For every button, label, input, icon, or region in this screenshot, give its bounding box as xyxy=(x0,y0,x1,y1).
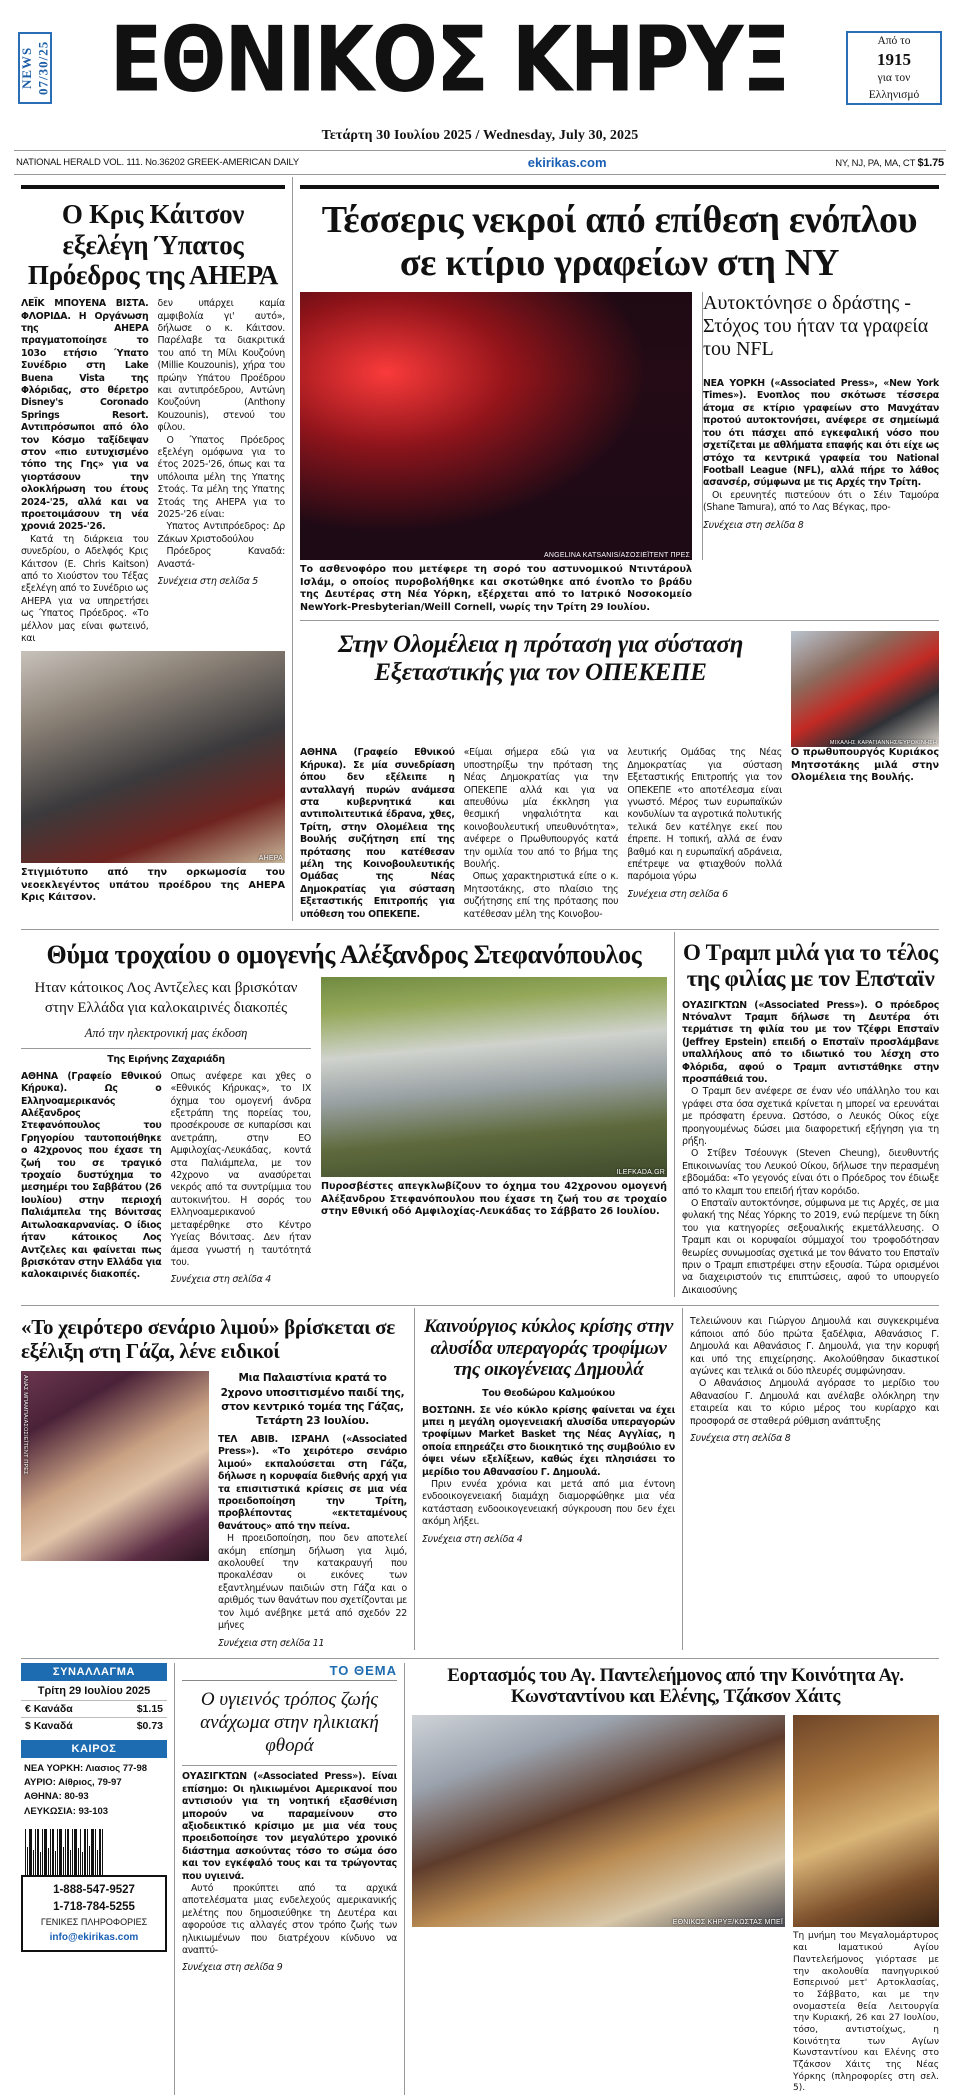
since-badge xyxy=(846,31,942,105)
shooting-sp2: Οι ερευνητές πιστεύουν ότι ο Σέιν Ταμούρα (Shane Tamura), από το Λας Βέγκας, προ- xyxy=(703,489,939,514)
opekepe-p3: Οπως χαρακτηριστικά είπε ο κ. Μητσοτάκης, στο πλαίσιο της συζήτησης επί της πρότασης που κατέθεσαν μέλη της Κοινοβου- xyxy=(463,871,619,920)
contact-box xyxy=(21,1875,167,1952)
shooting-photo-credit: ANGELINA KATSANIS/ΑΣΟΣΙΕΪΤΕΝΤ ΠΡΕΣ xyxy=(544,552,690,560)
phone-primary[interactable]: 1-888-547-9527 xyxy=(53,1883,135,1896)
trump-p2: Ο Τραμπ δεν ανέφερε σε έναν νέο υπάλληλο του και γράφει στα όσα σχετικά κρίνεται η μπορεί να ερευνάται με πρόσφατη έρευνα. Ωστόσο, ο Λευκός Οίκος είχε προηγουμένως δώσει μια διαφορετική εξήγηση για τη ρήξη. xyxy=(682,1086,939,1148)
stef-p2: Οπως ανέφερε και χθες ο «Εθνικός Κήρυκας», το IX όχημα του ομογενή άνδρα εξετράπη της πορείας του, προσέκρουσε σε κυπαρίσσι και ανετράπη, στην ΕΟ Αμφιλοχίας-Λευκάδας, κοντά στα Παλιάμπελα, με τον 42χρονο να ανασύρεται νεκρός από τα συντρίμμια του αυτοκινήτου. Η σορός του Ελληνοαμερικανού μεταφέρθηκε στο Κέντρο Υγείας Βόνιτσας. Δεν ήταν άμεσα γνωστή η ταυτότητά του. xyxy=(170,1070,311,1268)
price-states: NY, NJ, PA, MA, CT xyxy=(835,157,918,169)
since-for-label: για τον xyxy=(877,72,911,85)
shooting-upper xyxy=(300,292,939,560)
opekepe-p1: ΑΘΗΝΑ (Γραφείο Εθνικού Κήρυκα). Σε μία συνεδρίαση όπου δεν εξέλειπε η ανταλλαγή πυρών ανάμεσα στα κυβερνητικά και αντιπολιτευτικά έδρανα, χθες, Τρίτη, στην Ολομέλεια της Βουλής συζήτηση επί της πρότασης που κατέθεσαν μέλη της Κοινοβουλευτικής Ομάδας της Νέας Δημοκρατίας για σύσταση Εξεταστικής Επιτροπής για υπόθεση του ΟΠΕΚΕΠΕ. xyxy=(300,747,455,920)
article-opekepe xyxy=(300,621,939,921)
stef-jump[interactable]: Συνέχεια στη σελίδα 4 xyxy=(170,1274,271,1286)
gaza-photo xyxy=(21,1371,209,1561)
article-stefanopoulos xyxy=(14,932,674,1297)
fx-row xyxy=(21,1700,167,1717)
weather-row: ΑΘΗΝΑ: 80-93 xyxy=(24,1791,89,1803)
opekepe-p4: λευτικής Ομάδας της Νέας Δημοκρατίας για σύσταση Εξεταστικής Επιτροπής για τον ΟΠΕΚΕΠΕ «το αποτέλεσμα είναι γνωστό. Μέρος των ευρωπαϊκών κονδυλίων τα αγροτικά πολυτικής τελικά δεν κατέληγε εκεί που έπρεπε. Η τοπική, αλλά σε έναν βαθμό και η ευρωπαϊκή αδράνεια, επέτρεψε να φτιαχθούν πολλά παρόμοια γύρω xyxy=(627,747,783,883)
food-body xyxy=(422,1405,675,1546)
theme-box xyxy=(174,1663,404,2095)
stefanopoulos-caption: Πυροσβέστες απεγκλωβίζουν το όχημα του 42χρονου ομογενή Αλέξανδρου Στεφανόπουλου που έχασε τη ζωή του σε τροχαίο στην Εθνική οδό Αμφιλοχίας-Λευκάδας το Σάββατο 26 Ιουλίου. xyxy=(321,1181,667,1218)
since-year-label: 1915 xyxy=(877,49,911,69)
ahepa-jump[interactable]: Συνέχεια στη σελίδα 5 xyxy=(157,576,258,588)
fx-currency: $ Καναδά xyxy=(25,1719,73,1732)
gaza-photo-caption: Μια Παλαιστίνια κρατά το 2χρονο υποσιτισμένο παιδί της, στον κεντρικό τομέα της Γάζας, Τετάρτη 23 Ιουλίου. xyxy=(220,1372,405,1427)
shooting-photo xyxy=(300,292,692,560)
opekepe-caption: Ο πρωθυπουργός Κυριάκος Μητσοτάκης μιλά στην Ολομέλεια της Βουλής. xyxy=(791,747,940,784)
contact-email[interactable]: info@ekirikas.com xyxy=(49,1931,139,1943)
stefanopoulos-photo-credit: ILEFKADA.GR xyxy=(616,1169,665,1177)
theme-title: Ο υγιεινός τρόπος ζωής ανάχωμα στην ηλικιακή φθορά xyxy=(200,1688,379,1756)
info-bar xyxy=(14,150,946,175)
food-headline: Καινούργιος κύκλος κρίσης στην αλυσίδα υπεραγοράς τροφίμων της οικογένειας Δημουλά xyxy=(424,1316,673,1380)
theme-body xyxy=(182,1771,397,1975)
ahepa-photo xyxy=(21,651,285,863)
ahepa-body xyxy=(21,298,285,645)
shooting-sp1: ΝΕΑ ΥΟΡΚΗ («Associated Press», «New York Times»). Ενοπλος που σκότωσε τέσσερα άτομα σε κτίριο γραφείων στο Μανχάταν προτού αυτοκτονήσει, ανέφερε σε σημείωμά του ότι πάσχει από εγκεφαλική νόσο που σχετίζεται με αθλήματα επαφής και ότι είχε ως στόχο τα κεντρικά γραφεία του National Football League (NFL), αλλά πήρε το λάθος ασανσέρ, σύμφωνα με τις Αρχές την Τρίτη. xyxy=(703,378,939,489)
stefanopoulos-headline: Θύμα τροχαίου ο ομογενής Αλέξανδρος Στεφανόπουλος xyxy=(46,940,642,970)
gaza-body xyxy=(218,1434,407,1650)
ahepa-photo-credit: ΑΗΕΡΑ xyxy=(258,855,283,863)
weather-row: ΝΕΑ ΥΟΡΚΗ: Λιασιος 77-98 xyxy=(24,1762,148,1774)
ahepa-p2: Κατά τη διάρκεια του συνεδρίου, ο Αδελφός Κρις Κάιτσον (Ε. Chris Kaitson) από το Χιούστον του Τέξας εξελέγη από το Συνέδριο ως ΑΗΕΡΑ για να υπηρετήσει ως Ύπατος Πρόεδρος. «Το μέλλον μας είναι φωτεινό, και xyxy=(21,533,149,645)
theme-p1: ΟΥΑΣΙΓΚΤΩΝ («Associated Press»). Είναι επίσημο: Οι ηλικιωμένοι Αμερικανοί που αντισιούν για τη νοητική εξασθένιση μπορούν να παραμείνουν στο αξιοδεικτικό κρίσιμο με μια νέα τους προειδοποίησε τον μεγαλύτερο χρονικό διάστημα ασκούντας τόσο το σώμα όσο και τον εγκέφαλό τους και τα τρώγοντας που υγιεινά. xyxy=(182,1771,397,1882)
trump-p1: ΟΥΑΣΙΓΚΤΩΝ («Associated Press»). Ο πρόεδρος Ντόναλντ Τραμπ δήλωσε τη Δευτέρα ότι τερμάτισε τη φιλία του με τον Τζέφρι Επσταϊν (Jeffrey Epstein) επειδή ο Επσταϊν προσλάμβανε υπαλλήλους από το ιδιωτικό του λέσχη στο Φλόριδα, αφού ο Τραμπ αντιστάθηκε στην προσπάθειά του. xyxy=(682,999,939,1085)
gaza-p1: ΤΕΛ ΑΒΙΒ. ΙΣΡΑΗΛ («Associated Press»). «Το χειρότερο σενάριο λιμού» εκπαλούσεται στη Γάζα, δήλωσε η κορυφαία διεθνής αρχή για τα επισιτιστικά κρίσεις σε μια νέα προειδοποίηση την Τρίτη, προβλέποντας «εκτεταμένους θανάτους» από την πείνα. xyxy=(218,1434,407,1532)
shooting-side xyxy=(702,292,939,560)
fx-value: $0.73 xyxy=(136,1719,163,1732)
article-market-basket xyxy=(414,1308,682,1650)
ahepa-p1: ΛΕΪΚ ΜΠΟΥΕΝΑ ΒΙΣΤΑ. ΦΛΟΡΙΔΑ. Η Οργάνωση της ΑΗΕΡΑ πραγματοποίησε το 103ο ετήσιο Ύπατο Συνέδριο στη Lake Buena Vista της Φλόριδας, στο θέρετρο Disney's Coronado Springs Resort. Αντιπρόσωποι από όλο τον Κόσμο ταξίδεψαν στον «πιο ευτυχισμένο τόπο της Γης» για να γιορτάσουν την ολοκλήρωση του έτους 2024-'25, αλλά και να προετοιμάσουν τη νέα χρονιά 2025-'26. xyxy=(21,298,149,533)
food-p1: ΒΟΣΤΩΝΗ. Σε νέο κύκλο κρίσης φαίνεται να έχει μπει η μεγάλη ομογενειακή αλυσίδα υπεραγορών τροφίμων Market Basket της Νέας Αγγλίας, η οποία επηρεάζει στο διοικητικό της συμβούλιο εν όψει νέων εξελίξεων, καθώς έχει πλησιάσει το μερίδιο του Αθανασίου Γ. Δημουλά. xyxy=(422,1404,675,1478)
ahepa-p6: Πρόεδρος Καναδά: Αναστά- xyxy=(157,546,285,570)
opekepe-photo xyxy=(791,631,939,747)
trump-p3: Ο Στίβεν Τσέουνγκ (Steven Cheung), διευθυντής Επικοινωνίας του Λευκού Οίκου, δήλωσε την περασμένη εβδομάδα: «Το γεγονός είναι ότι ο Πρόεδρος τον έδιωξε από το κλαμπ του επειδή ήταν κορόιδο. xyxy=(682,1148,939,1197)
news-date-badge-label: NEWS 07/30/25 xyxy=(18,41,50,96)
stefanopoulos-photo xyxy=(321,977,667,1177)
fx-header: ΣΥΝΑΛΛΑΓΜΑ xyxy=(21,1663,167,1681)
barcode xyxy=(21,1823,167,1875)
website-link[interactable]: ekirikas.com xyxy=(527,155,607,171)
opekepe-p2: «Είμαι σήμερα εδώ για να υποστηρίξω την πρόταση της Νέας Δημοκρατίας για την ΟΠΕΚΕΠΕ αλλά και για να απευθύνω μία έκκληση για θεσμική νηφαλιότητα και κοινοβουλευτική υπευθυνότητα», ανέφερε ο Πρωθυπουργός κατά την ομιλία του από το βήμα της Βουλής. xyxy=(463,747,619,871)
stef-p1: ΑΘΗΝΑ (Γραφείο Εθνικού Κήρυκα). Ως ο Ελληνοαμερικανός Αλέξανδρος Στεφανόπουλος του Γρηγορίου ταυτοποιήθηκε ο 42χρονος που έχασε τη ζωή του σε τραγικό τροχαίο δυστύχημα το μεσημέρι του Σαββάτου (26 Ιουλίου) στην περιοχή Παλιάμπελα της Βόνιτσας Αιτωλοακαρνανίας. Ο ίδιος ήταν κάτοικος Λος Αντζελες και φαίνεται πως βρισκόταν στην Ελλάδα για καλοκαιρινές διακοπές. xyxy=(21,1070,162,1281)
trump-cont-body xyxy=(690,1316,939,1445)
service-box xyxy=(14,1663,174,2095)
page-title: ΕΘΝΙΚΟΣ ΚΗΡΥΞ xyxy=(109,6,789,112)
article-ahepa xyxy=(14,177,292,921)
fx-value: $1.15 xyxy=(136,1702,163,1715)
ahepa-p4: Ο Ύπατος Πρόεδρος εξελέγη ομόφωνα για το έτος 2025-'26, όπως και τα υπόλοιπα μέλη της Υπατης Στοάς. Τα μέλη της Υπατης Στοάς της ΑΗΕΡΑ για το 2025-'26 είναι: xyxy=(157,434,285,520)
stefanopoulos-author: Της Ειρήνης Ζαχαριάδη xyxy=(107,1054,225,1066)
opekepe-photo-credit: ΜΙΧΑΛΗΣ ΚΑΡΑΓΙΑΝΝΗΣ/ΕΥΡΟΚΙΝΗΣΗ xyxy=(829,740,937,747)
theme-header: ΤΟ ΘΕΜΑ xyxy=(182,1663,397,1681)
weather-header: ΚΑΙΡΟΣ xyxy=(21,1740,167,1758)
shooting-headline: Τέσσερις νεκροί από επίθεση ενόπλου σε κτίριο γραφείων στη ΝΥ xyxy=(321,199,918,284)
trump-p4: Ο Επσταϊν αυτοκτόνησε, σύμφωνα με τις Αρχές, σε μια φυλακή της Νέας Υόρκης το 2019, ενώ περίμενε τη δίκη του για κατηγορίες σεξουαλικής εκμετάλλευσης. Ο Τραμπ και οι κορυφαίοι σύμμαχοί του τροφοδότησαν θεωρίες συνωμοσίας σχετικά με τον θάνατο του Επσταϊν πριν ο Τραμπ επιστρέψει στην εξουσία. Τώρα ορισμένοι να διαχειριστούν τις επιπτώσεις, αφού το υπουργείο Δικαιοσύνης xyxy=(682,1198,940,1296)
trump-jump[interactable]: Συνέχεια στη σελίδα 8 xyxy=(690,1432,791,1444)
volume-info: NATIONAL HERALD VOL. 111. No.36202 GREEK-AMERICAN DAILY xyxy=(16,157,300,169)
shooting-caption: Το ασθενοφόρο που μετέφερε τη σορό του αστυνομικού Ντιντάρουλ Ισλάμ, ο οποίος πυροβολήθηκε και σκοτώθηκε από ένοπλο το βράδυ της Δευτέρας στη Νέα Υόρκη, εξέρχεται από το Ιατρικό Νοσοκομείο NewYork-Presbyterian/Weill Cornell, νωρίς την Τρίτη 29 Ιουλίου. xyxy=(300,564,692,613)
since-what-label: Ελληνισμό xyxy=(868,88,920,101)
opekepe-jump[interactable]: Συνέχεια στη σελίδα 6 xyxy=(627,888,728,900)
band-top xyxy=(14,177,946,921)
fx-date: Τρίτη 29 Ιουλίου 2025 xyxy=(37,1684,151,1697)
ahepa-p3: δεν υπάρχει καμία αμφιβολία γι' αυτό», δήλωσε ο κ. Κάιτσον. Παρέλαβε τα διακριτικά του από τη Μίλι Κουζούνη (Millie Kouzounis), χήρα του πρώην Υπάτου Προέδρου και αντιπρόεδρου, Αντώνη Κουζούνη (Anthony Kouzounis), στενού του φίλου. xyxy=(157,298,285,434)
band-middle xyxy=(14,932,946,1297)
gaza-photo-credit: ΑΝΑΣ ΜΠΑΜΠΑ/ΑΣΟΣΙΕΪΤΕΝΤ ΠΡΕΣ xyxy=(22,1375,28,1476)
article-trump-cont xyxy=(682,1308,946,1650)
phone-secondary[interactable]: 1-718-784-5255 xyxy=(53,1901,135,1914)
ahepa-caption: Στιγμιότυπο από την ορκωμοσία του νεοεκλεγέντος υπάτου προέδρου της ΑΗΕΡΑ Κρις Κάιτσον. xyxy=(21,867,285,904)
church-feature xyxy=(404,1663,946,2095)
trump-body xyxy=(682,1000,939,1298)
article-nyc-shooting xyxy=(292,177,946,921)
ahepa-headline: Ο Κρις Κάιτσον εξελέγη Ύπατος Πρόεδρος της ΑΗΕΡΑ xyxy=(27,199,279,290)
gaza-jump[interactable]: Συνέχεια στη σελίδα 11 xyxy=(218,1637,325,1649)
stefanopoulos-byline: Από την ηλεκτρονική μας έκδοση xyxy=(84,1026,248,1041)
shooting-caption-row xyxy=(300,560,939,614)
opekepe-body xyxy=(300,747,939,921)
weather-row: ΑΥΡΙΟ: Αίθριος, 79-97 xyxy=(24,1777,122,1789)
opekepe-headline: Στην Ολομέλεια η πρόταση για σύσταση Εξεταστικής για τον ΟΠΕΚΕΠΕ xyxy=(338,631,743,687)
contact-label: ΓΕΝΙΚΕΣ ΠΛΗΡΟΦΟΡΙΕΣ xyxy=(40,1917,148,1928)
article-trump xyxy=(674,932,946,1297)
trump-headline: Ο Τραμπ μιλά για το τέλος της φιλίας με τον Επσταϊν xyxy=(683,940,938,991)
weather-row: ΛΕΥΚΩΣΙΑ: 93-103 xyxy=(24,1805,109,1817)
masthead xyxy=(14,0,946,118)
trump-cp2: Ο Αθανάσιος Δημουλά αγόρασε το μερίδιο του Αθανασίου Γ. Δημουλά και ανέλαβε ολόκληρη την εταιρεία και το κύριο μέρος του κυρίαρχο και προσφορά σε σταθερά ρύθμιση ανάπτυξης xyxy=(690,1378,939,1427)
trump-cp1: Τελειώνουν και Γιώργου Δημουλά και συγκεκριμένα κάποιοι από δύο πρώτα ξαδέλφια, Αθανάσιος Γ. Δημουλά και Αθανάσιος Γ. Δημουλά, για την κορυφή και υπό της επιχείρησης. Ακολούθησαν δικαστικοί αγώνες και τελικά οι δύο πλευρές συμφώνησαν. xyxy=(690,1316,939,1377)
church-icon-photo xyxy=(793,1715,939,1927)
band-footer xyxy=(14,1663,946,2095)
price-info xyxy=(835,157,944,169)
food-jump[interactable]: Συνέχεια στη σελίδα 4 xyxy=(422,1533,523,1545)
church-photo-credit: ΕΘΝΙΚΟΣ ΚΗΡΥΞ/ΚΩΣΤΑΣ ΜΠΕΪ xyxy=(672,1919,783,1927)
band-lower xyxy=(14,1308,946,1650)
theme-p2: Αυτό προκύπτει από τα αρχικά αποτελέσματα μιας ενδελεχούς αμερικανικής μελέτης που δημοσιεύθηκε τη Δευτέρα και αφορούσε τις αλλαγές στον τρόπο ζωής των ηλικιωμένων που διατρέχουν κίνδυνο να αναπτύ- xyxy=(182,1882,397,1956)
shooting-side-body xyxy=(703,378,939,532)
masthead-center xyxy=(52,6,846,114)
issue-date: Τετάρτη 30 Ιουλίου 2025 / Wednesday, July 30, 2025 xyxy=(321,128,639,144)
gaza-headline: «Το χειρότερο σενάριο λιμού» βρίσκεται σε εξέλιξη στη Γάζα, λένε ειδικοί xyxy=(21,1315,395,1363)
food-author: Του Θεοδώρου Καλμούκου xyxy=(482,1388,615,1400)
weather-list xyxy=(21,1758,167,1823)
stefanopoulos-deck: Ηταν κάτοικος Λος Αντζελες και βρισκόταν στην Ελλάδα για καλοκαιρινές διακοπές xyxy=(34,980,298,1016)
shooting-jump[interactable]: Συνέχεια στη σελίδα 8 xyxy=(703,519,804,531)
ahepa-p5: Υπατος Αντιπρόεδρος: Δρ Ζάκων Χριστοδούλου xyxy=(157,521,285,545)
church-photo xyxy=(412,1715,785,1927)
fx-row xyxy=(21,1717,167,1734)
food-p2: Πριν εννέα χρόνια και μετά από μια έντονη ενδοοικογενειακή διαμάχη διαμορφώθηκε μια νέα κατάσταση ενδοοικογενειακή σύγκρουση που δεν έχει ακόμη λήξει. xyxy=(422,1478,675,1528)
church-headline: Εορτασμός του Αγ. Παντελεήμονος από την Κοινότητα Αγ. Κωνσταντίνου και Ελένης, Τζάκσον Χάιτς xyxy=(447,1664,904,1708)
since-from-label: Από το xyxy=(877,34,911,47)
fx-currency: € Κανάδα xyxy=(25,1702,73,1715)
shooting-subheadline: Αυτοκτόνησε ο δράστης - Στόχος του ήταν τα γραφεία του NFL xyxy=(703,292,929,361)
price-value: $1.75 xyxy=(917,156,944,169)
gaza-p2: Η προειδοποίηση, που δεν αποτελεί ακόμη επίσημη δήλωση για λιμό, ακολουθεί την κατακραυγή που προκαλέσαν οι εικόνες των εξαντλημένων παιδιών στη Γάζα και ο αριθμός των θανάτων που σχετίζονται με τον λιμό ανέβηκε μετά από σχεδόν 22 μήνες xyxy=(218,1533,407,1632)
church-caption: Τη μνήμη του Μεγαλομάρτυρος και Ιαματικού Αγίου Παντελεήμονος γιόρτασε με την ακολουθία πανηγυρικού Εσπερινού μετ' Αρτοκλασίας, το Σάββατο, και με την ονομαστεία θεία Λειτουργία την Κυριακή, 26 και 27 Ιουλίου, τόσο, αντιστοίχως, η Κοινότητα των Αγίων Κωνσταντίνου και Ελένης στο Τζάκσον Χάιτς της Νέας Υόρκης (πληροφορίες στη σελ. 5). xyxy=(793,1931,939,2094)
article-gaza xyxy=(14,1308,414,1650)
theme-jump[interactable]: Συνέχεια στη σελίδα 9 xyxy=(182,1962,283,1974)
